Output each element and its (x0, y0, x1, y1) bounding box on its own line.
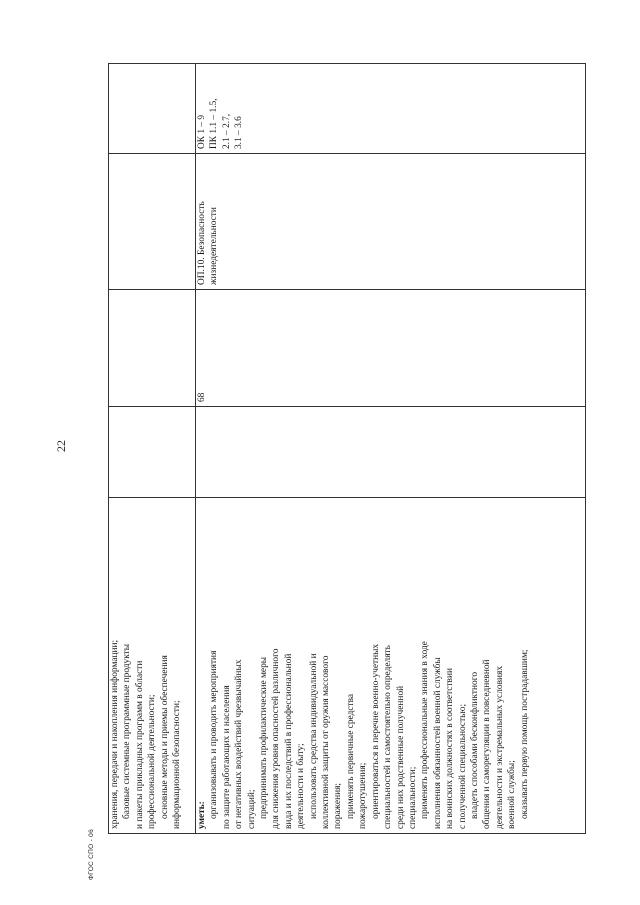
skill-line: пожаротушения; (358, 762, 369, 829)
knowledge-line: основные методы и приемы обеспечения (159, 655, 170, 819)
competency-code: 3.1 – 3.6 (234, 116, 245, 149)
knowledge-line: и пакеты прикладных программ в области (134, 660, 145, 829)
requirements-table-wrapper (108, 64, 583, 834)
table-row (109, 64, 196, 834)
skills-cell (196, 498, 586, 834)
competency-code: ПК 1.1 – 1.5, (209, 98, 220, 149)
discipline-name: ОП.10. Безопасность жизнедеятельности (196, 154, 586, 290)
skill-line: военной службы; (507, 760, 518, 829)
knowledge-line: профессиональной деятельности; (147, 694, 158, 829)
skill-line: ориентироваться в перечне военно-учетных (370, 643, 381, 819)
page-number: 22 (54, 440, 68, 452)
hours-cell: 68 (196, 290, 586, 407)
competency-code: ОК 1 – 9 (197, 114, 207, 149)
compulsory-hours-cell (109, 290, 196, 407)
skill-line: для снижения уровня опасностей различного (271, 648, 282, 829)
skill-line: на воинских должностях в соответствии (445, 667, 456, 829)
skill-line: владеть способами бесконфликтного (469, 671, 480, 819)
skill-line: применять первичные средства (345, 693, 356, 819)
skill-line: коллективной защиты от оружия массового (321, 655, 332, 829)
skill-line: исполнения обязанностей военной службы (432, 657, 443, 829)
competency-code: 2.1 – 2.7, (221, 113, 232, 149)
knowledge-line: хранения, передачи и накопления информации; (110, 639, 120, 829)
skill-line: применять профессиональные знания в ходе (420, 641, 431, 819)
skill-line: деятельности и быту; (296, 743, 307, 829)
skill-line: специальности; (407, 766, 418, 829)
skill-line: общения и саморегуляции в повседневной (482, 659, 493, 829)
skill-line: оказывать первую помощь пострадавшим; (519, 649, 530, 819)
max-load-cell (109, 407, 196, 498)
skill-line: среди них родственные полученной (395, 685, 406, 829)
skill-line: от негативных воздействий чрезвычайных (234, 659, 245, 829)
max-load-cell (196, 407, 586, 498)
skill-line: по защите работающих и населения (221, 685, 232, 829)
skills-heading: уметь: (197, 801, 207, 829)
competency-codes (196, 64, 586, 154)
skill-line: использовать средства индивидуальной и (308, 653, 319, 819)
skill-line: специальностей и самостоятельно определять (383, 645, 394, 829)
skill-line: деятельности и экстремальных условиях (494, 665, 505, 829)
skill-line: поражения; (333, 782, 344, 829)
skill-line: организовывать и проводить мероприятия (209, 650, 220, 819)
skill-line: вида и их последствий в профессиональной (283, 653, 294, 829)
requirements-table (108, 63, 586, 834)
skill-line: предпринимать профилактические меры (259, 656, 270, 819)
skill-line: ситуаций; (246, 789, 257, 829)
skill-line: с полученной специальностью; (457, 703, 468, 829)
footer-label: ФГОС СПО - 06 (88, 829, 95, 880)
competencies-cell (109, 64, 196, 154)
table-row (196, 64, 586, 834)
discipline-cell (109, 154, 196, 290)
knowledge-cell (109, 498, 196, 834)
knowledge-line: информационной безопасности; (172, 700, 183, 829)
knowledge-line: базовые системные программные продукты (122, 643, 133, 819)
